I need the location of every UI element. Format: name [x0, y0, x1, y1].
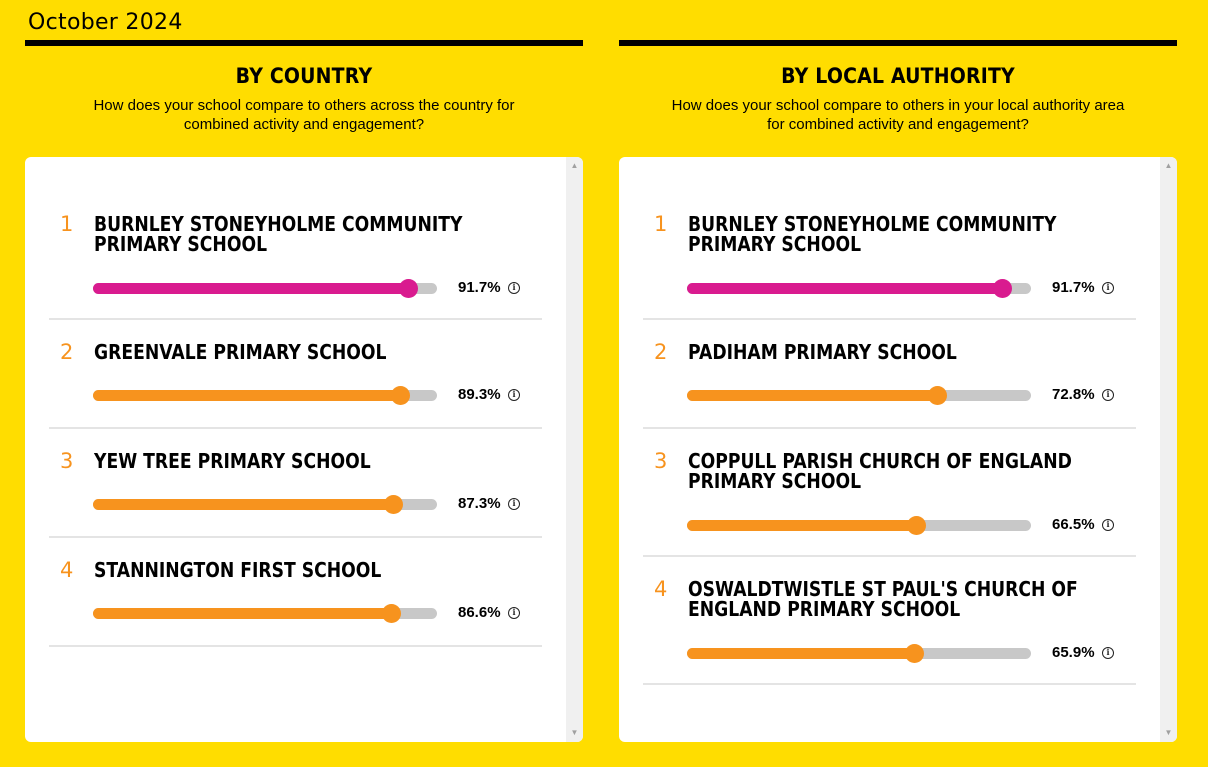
- score-bar-fill: [93, 608, 391, 619]
- rank-number: 4: [60, 558, 74, 582]
- info-icon[interactable]: i: [1102, 519, 1114, 531]
- ranking-list: [643, 192, 1136, 685]
- school-row: [643, 557, 1136, 685]
- score-bar: [687, 520, 1031, 531]
- score-percent: 89.3%: [458, 386, 501, 403]
- panel-subtitle: How does your school compare to others in your local authority area for combined activity and engagement?: [671, 97, 1125, 133]
- info-icon[interactable]: i: [1102, 282, 1114, 294]
- school-name: COPPULL PARISH CHURCH OF ENGLAND PRIMARY SCHOOL: [688, 449, 1072, 493]
- score-bar: [93, 608, 437, 619]
- rank-number: 1: [654, 212, 668, 236]
- info-icon[interactable]: i: [508, 389, 520, 401]
- school-name: GREENVALE PRIMARY SCHOOL: [94, 340, 387, 364]
- school-row: [643, 320, 1136, 429]
- score-bar-fill: [93, 390, 400, 401]
- school-name: STANNINGTON FIRST SCHOOL: [94, 558, 382, 582]
- info-icon[interactable]: i: [508, 607, 520, 619]
- score-bar-fill: [687, 520, 916, 531]
- school-name: BURNLEY STONEYHOLME COMMUNITY PRIMARY SCHOOL: [688, 212, 1057, 256]
- score-bar-knob: [993, 279, 1012, 298]
- score-bar-fill: [687, 648, 914, 659]
- school-name: BURNLEY STONEYHOLME COMMUNITY PRIMARY SCHOOL: [94, 212, 463, 256]
- score-bar: [687, 283, 1031, 294]
- score-bar-knob: [928, 386, 947, 405]
- ranking-card: [25, 157, 583, 742]
- school-row: [49, 429, 542, 538]
- info-icon[interactable]: i: [1102, 389, 1114, 401]
- scrollbar[interactable]: [1160, 157, 1177, 742]
- score-percent: 86.6%: [458, 604, 501, 621]
- score-percent: 91.7%: [1052, 279, 1095, 296]
- ranking-card: [619, 157, 1177, 742]
- school-name: PADIHAM PRIMARY SCHOOL: [688, 340, 957, 364]
- school-row: [49, 192, 542, 320]
- score-bar-fill: [93, 499, 393, 510]
- score-bar-fill: [687, 283, 1002, 294]
- panel-by-country: [25, 40, 583, 737]
- score-percent: 91.7%: [458, 279, 501, 296]
- scroll-up-icon[interactable]: ▲: [570, 161, 579, 170]
- score-percent: 65.9%: [1052, 644, 1095, 661]
- panel-title: BY COUNTRY: [235, 64, 373, 88]
- scroll-down-icon[interactable]: ▼: [570, 728, 579, 737]
- rank-number: 1: [60, 212, 74, 236]
- score-percent: 87.3%: [458, 495, 501, 512]
- rank-number: 3: [60, 449, 74, 473]
- score-bar-knob: [391, 386, 410, 405]
- ranking-list: [49, 192, 542, 647]
- panel-title: BY LOCAL AUTHORITY: [781, 64, 1015, 88]
- info-icon[interactable]: i: [508, 282, 520, 294]
- score-bar: [93, 499, 437, 510]
- panel-subtitle: How does your school compare to others across the country for combined activity and engagement?: [93, 97, 515, 133]
- scrollbar[interactable]: [566, 157, 583, 742]
- score-bar: [687, 390, 1031, 401]
- score-bar-knob: [399, 279, 418, 298]
- info-icon[interactable]: i: [508, 498, 520, 510]
- school-row: [49, 538, 542, 647]
- rank-number: 3: [654, 449, 668, 473]
- score-bar-knob: [382, 604, 401, 623]
- panel-by-local-authority: [619, 40, 1177, 737]
- school-row: [643, 429, 1136, 557]
- score-percent: 66.5%: [1052, 516, 1095, 533]
- rank-number: 2: [654, 340, 668, 364]
- school-row: [643, 192, 1136, 320]
- rank-number: 4: [654, 577, 668, 601]
- score-bar: [93, 390, 437, 401]
- score-bar: [93, 283, 437, 294]
- school-name: OSWALDTWISTLE ST PAUL'S CHURCH OF ENGLAND PRIMARY SCHOOL: [688, 577, 1078, 621]
- score-bar-fill: [93, 283, 408, 294]
- info-icon[interactable]: i: [1102, 647, 1114, 659]
- score-bar-fill: [687, 390, 937, 401]
- date-label: October 2024: [28, 10, 183, 35]
- score-bar-knob: [907, 516, 926, 535]
- scroll-up-icon[interactable]: ▲: [1164, 161, 1173, 170]
- rank-number: 2: [60, 340, 74, 364]
- panel-divider: [619, 40, 1177, 46]
- school-name: YEW TREE PRIMARY SCHOOL: [94, 449, 371, 473]
- score-bar-knob: [905, 644, 924, 663]
- score-percent: 72.8%: [1052, 386, 1095, 403]
- school-row: [49, 320, 542, 429]
- panel-divider: [25, 40, 583, 46]
- score-bar: [687, 648, 1031, 659]
- score-bar-knob: [384, 495, 403, 514]
- scroll-down-icon[interactable]: ▼: [1164, 728, 1173, 737]
